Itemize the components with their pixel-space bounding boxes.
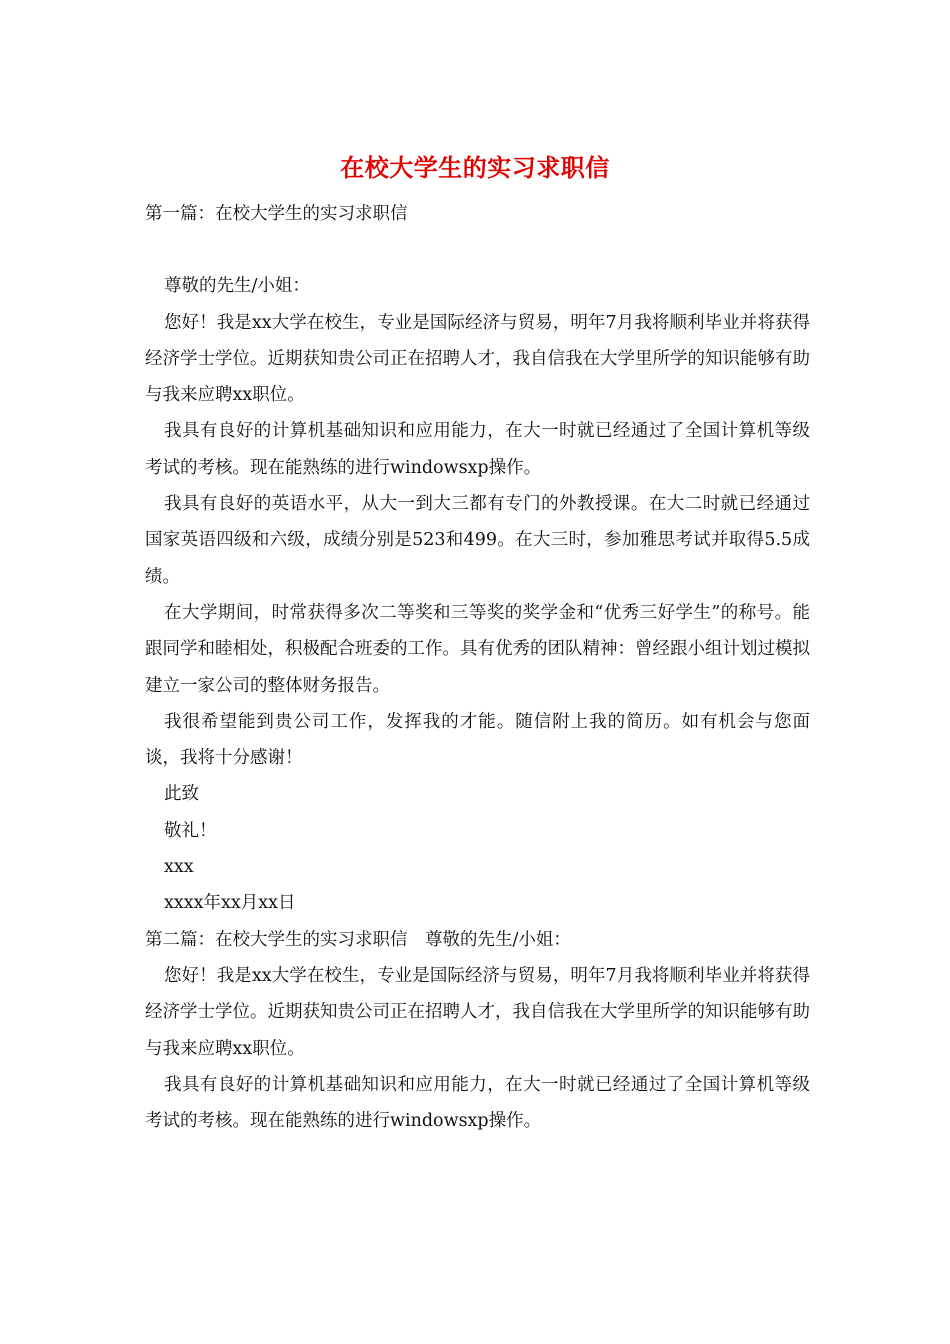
part1-closing-2: 敬礼！	[164, 820, 217, 841]
part1-paragraph: 您好！我是xx大学在校生，专业是国际经济与贸易，明年7月我将顺利毕业并将获得经济学士学位。近期获知贵公司正在招聘人才，我自信我在大学里所学的知识能够有助与我来应聘xx职位。	[145, 312, 810, 406]
blank-line	[145, 232, 810, 268]
part1-paragraph: 我很希望能到贵公司工作，发挥我的才能。随信附上我的简历。如有机会与您面谈，我将十分感谢！	[145, 711, 810, 769]
part1-date: xxxx年xx月xx日	[164, 893, 296, 914]
document-body	[145, 196, 810, 1139]
part2-heading: 第二篇：在校大学生的实习求职信 尊敬的先生/小姐：	[145, 929, 571, 950]
part1-signature: xxx	[164, 857, 194, 878]
part1-closing-1: 此致	[164, 784, 199, 805]
part1-paragraph: 我具有良好的计算机基础知识和应用能力，在大一时就已经通过了全国计算机等级考试的考核。现在能熟练的进行windowsxp操作。	[145, 421, 810, 478]
part1-paragraph: 我具有良好的英语水平，从大一到大三都有专门的外教授课。在大二时就已经通过国家英语四级和六级，成绩分别是523和499。在大三时，参加雅思考试并取得5.5成绩。	[145, 494, 810, 587]
part1-paragraph: 在大学期间，时常获得多次二等奖和三等奖的奖学金和“优秀三好学生”的称号。能跟同学和睦相处，积极配合班委的工作。具有优秀的团队精神：曾经跟小组计划过模拟建立一家公司的整体财务报告。	[145, 602, 810, 696]
part2-paragraph: 您好！我是xx大学在校生，专业是国际经济与贸易，明年7月我将顺利毕业并将获得经济学士学位。近期获知贵公司正在招聘人才，我自信我在大学里所学的知识能够有助与我来应聘xx职位。	[145, 965, 810, 1059]
document-title: 在校大学生的实习求职信	[340, 153, 610, 182]
part2-paragraph: 我具有良好的计算机基础知识和应用能力，在大一时就已经通过了全国计算机等级考试的考核。现在能熟练的进行windowsxp操作。	[145, 1074, 810, 1132]
part1-heading: 第一篇：在校大学生的实习求职信	[145, 204, 408, 224]
part1-salutation: 尊敬的先生/小姐：	[164, 276, 310, 297]
